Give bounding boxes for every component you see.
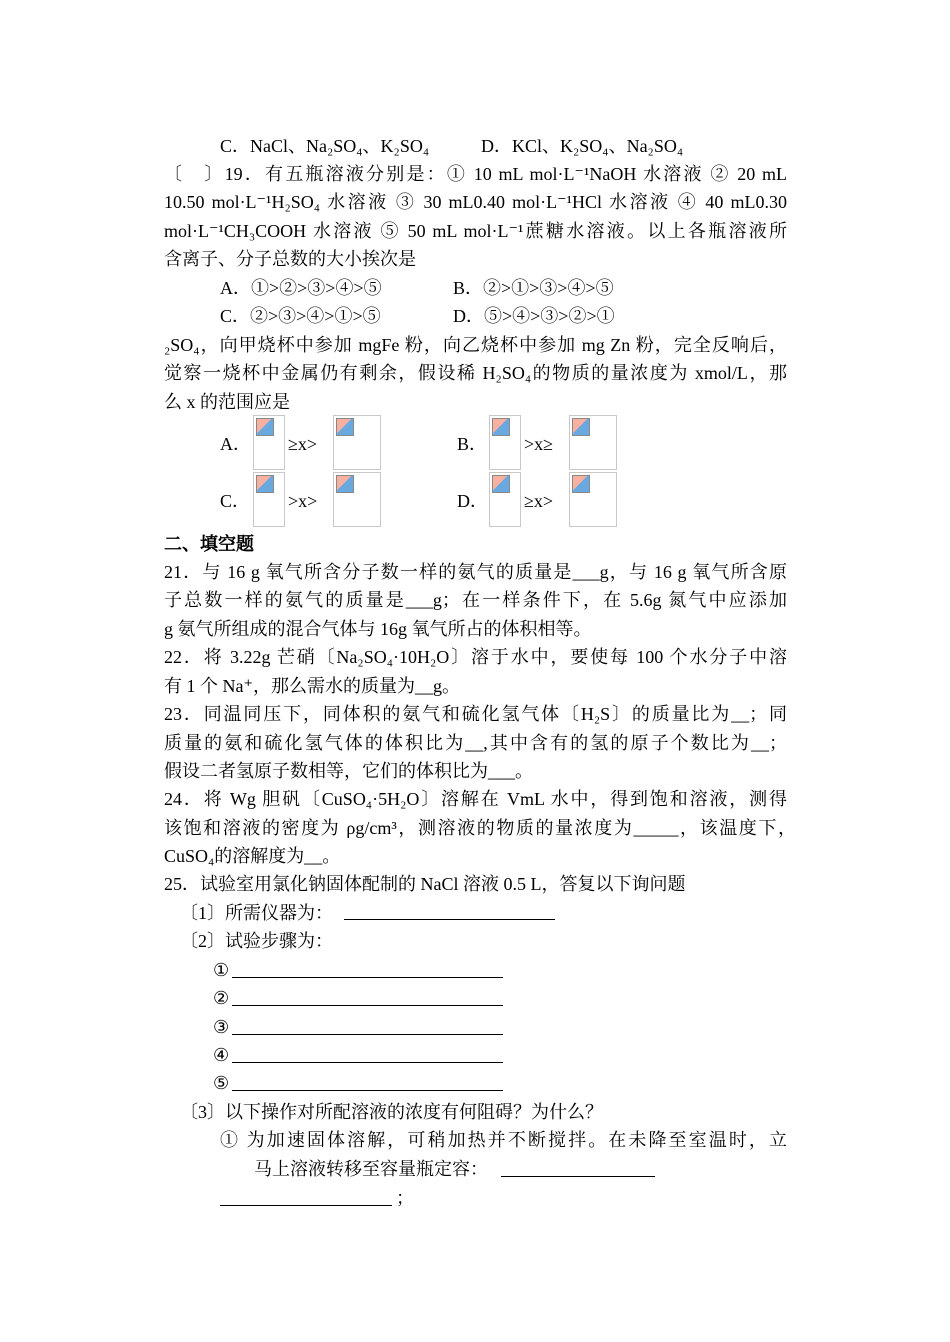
- fill-text: 有 1 个 Na⁺，那么需水的质量为__g。: [164, 676, 460, 696]
- answer-line: [501, 1175, 655, 1177]
- step-marker: ①: [213, 960, 230, 980]
- fill-text: 25．试验室用氯化钠固体配制的 NaCl 溶液 0.5 L，答复以下询问题: [164, 874, 686, 894]
- q20-option-c-operator: >x>: [288, 491, 318, 511]
- q25-part2: 〔2〕试验步骤为：: [180, 931, 333, 951]
- fill-text: g 氨气所组成的混合气体与 16g 氧气所占的体积相等。: [164, 619, 592, 639]
- q19-option-a: A．①>②>③>④>⑤: [220, 278, 382, 298]
- fill-text: 质量的氨和硫化氢气体的体积比为__,其中含有的氢的原子个数比为__；: [164, 733, 787, 753]
- step-marker: ④: [213, 1045, 230, 1065]
- fill-text: 22．将 3.22g 芒硝〔Na₂SO₄·10H₂O〕溶于水中，要使每 100 个水分子中溶: [164, 647, 787, 667]
- q20-option-a-label: A．: [220, 434, 251, 454]
- q20-text: 觉察一烧杯中金属仍有剩余，假设稀 H₂SO₄的物质的量浓度为 xmol/L，那: [164, 363, 787, 383]
- answer-line: [232, 1033, 503, 1035]
- fill-text: 该饱和溶液的密度为 ρg/cm³，测溶液的物质的量浓度为_____，该温度下，: [164, 818, 796, 838]
- answer-line: [232, 976, 503, 978]
- q19-text: 10.50 mol·L⁻¹H₂SO₄ 水溶液 ③ 30 mL0.40 mol·L⁻¹HCl 水溶液 ④ 40 mL0.30: [164, 192, 787, 212]
- q19-option-c: C．②>③>④>①>⑤: [220, 306, 381, 326]
- step-marker: ③: [213, 1017, 230, 1037]
- broken-image-icon: [489, 472, 521, 527]
- q19-option-d: D．⑤>④>③>②>①: [453, 306, 615, 326]
- q19-text: 〔 〕19．有五瓶溶液分别是：① 10 mL mol·L⁻¹NaOH 水溶液 ② 20 mL: [164, 164, 787, 184]
- q20-option-a-operator: ≥x>: [288, 434, 318, 454]
- broken-image-icon: [333, 415, 381, 470]
- answer-line: [344, 918, 555, 920]
- fill-text: 子总数一样的氨气的质量是___g；在一样条件下，在 5.6g 氮气中应添加: [164, 590, 787, 610]
- q25-part1: 〔1〕所需仪器为：: [180, 903, 333, 923]
- q18-option-c: C．NaCl、Na₂SO₄、K₂SO₄: [220, 136, 430, 156]
- answer-line: [232, 1004, 503, 1006]
- semicolon: ；: [396, 1188, 414, 1208]
- q20-option-d-operator: ≥x>: [524, 491, 554, 511]
- q19-option-b: B．②>①>③>④>⑤: [453, 278, 614, 298]
- q25-part3-item1: ① 为加速固体溶解，可稍加热并不断搅拌。在未降至室温时，立: [220, 1130, 787, 1150]
- answer-line: [232, 1089, 503, 1091]
- section-title: 二、填空题: [164, 534, 254, 554]
- q25-part3-item1-cont: 马上溶液转移至容量瓶定容：: [254, 1159, 488, 1179]
- broken-image-icon: [253, 415, 285, 470]
- step-marker: ⑤: [213, 1073, 230, 1093]
- broken-image-icon: [253, 472, 285, 527]
- q19-text: mol·L⁻¹CH₃COOH 水溶液 ⑤ 50 mL mol·L⁻¹蔗糖水溶液。以上各瓶溶液所: [164, 221, 787, 241]
- q25-part3: 〔3〕以下操作对所配溶液的浓度有何阻碍？为什么？: [180, 1102, 603, 1122]
- q20-text: 么 x 的范围应是: [164, 392, 290, 412]
- q20-option-c-label: C．: [220, 491, 251, 511]
- q18-option-d: D．KCl、K₂SO₄、Na₂SO₄: [481, 136, 684, 156]
- step-marker: ②: [213, 988, 230, 1008]
- broken-image-icon: [569, 415, 617, 470]
- answer-line: [232, 1061, 503, 1063]
- fill-text: 21．与 16 g 氧气所含分子数一样的氨气的质量是___g，与 16 g 氧气所含原: [164, 562, 787, 582]
- fill-text: 23．同温同压下，同体积的氨气和硫化氢气体〔H₂S〕的质量比为__；同: [164, 704, 787, 724]
- fill-text: 假设二者氢原子数相等，它们的体积比为___。: [164, 761, 533, 781]
- broken-image-icon: [569, 472, 617, 527]
- fill-text: CuSO₄的溶解度为__。: [164, 846, 341, 866]
- q20-option-d-label: D．: [457, 491, 488, 511]
- broken-image-icon: [489, 415, 521, 470]
- q20-option-b-operator: >x≥: [524, 434, 554, 454]
- q20-text: ₂SO₄，向甲烧杯中参加 mgFe 粉，向乙烧杯中参加 mg Zn 粉，完全反响后，: [164, 335, 787, 355]
- fill-text: 24．将 Wg 胆矾〔CuSO₄·5H₂O〕溶解在 VmL 水中，得到饱和溶液，测得: [164, 789, 787, 809]
- broken-image-icon: [333, 472, 381, 527]
- answer-line: [220, 1204, 392, 1206]
- q19-text: 含离子、分子总数的大小挨次是: [164, 249, 416, 269]
- q20-option-b-label: B．: [457, 434, 488, 454]
